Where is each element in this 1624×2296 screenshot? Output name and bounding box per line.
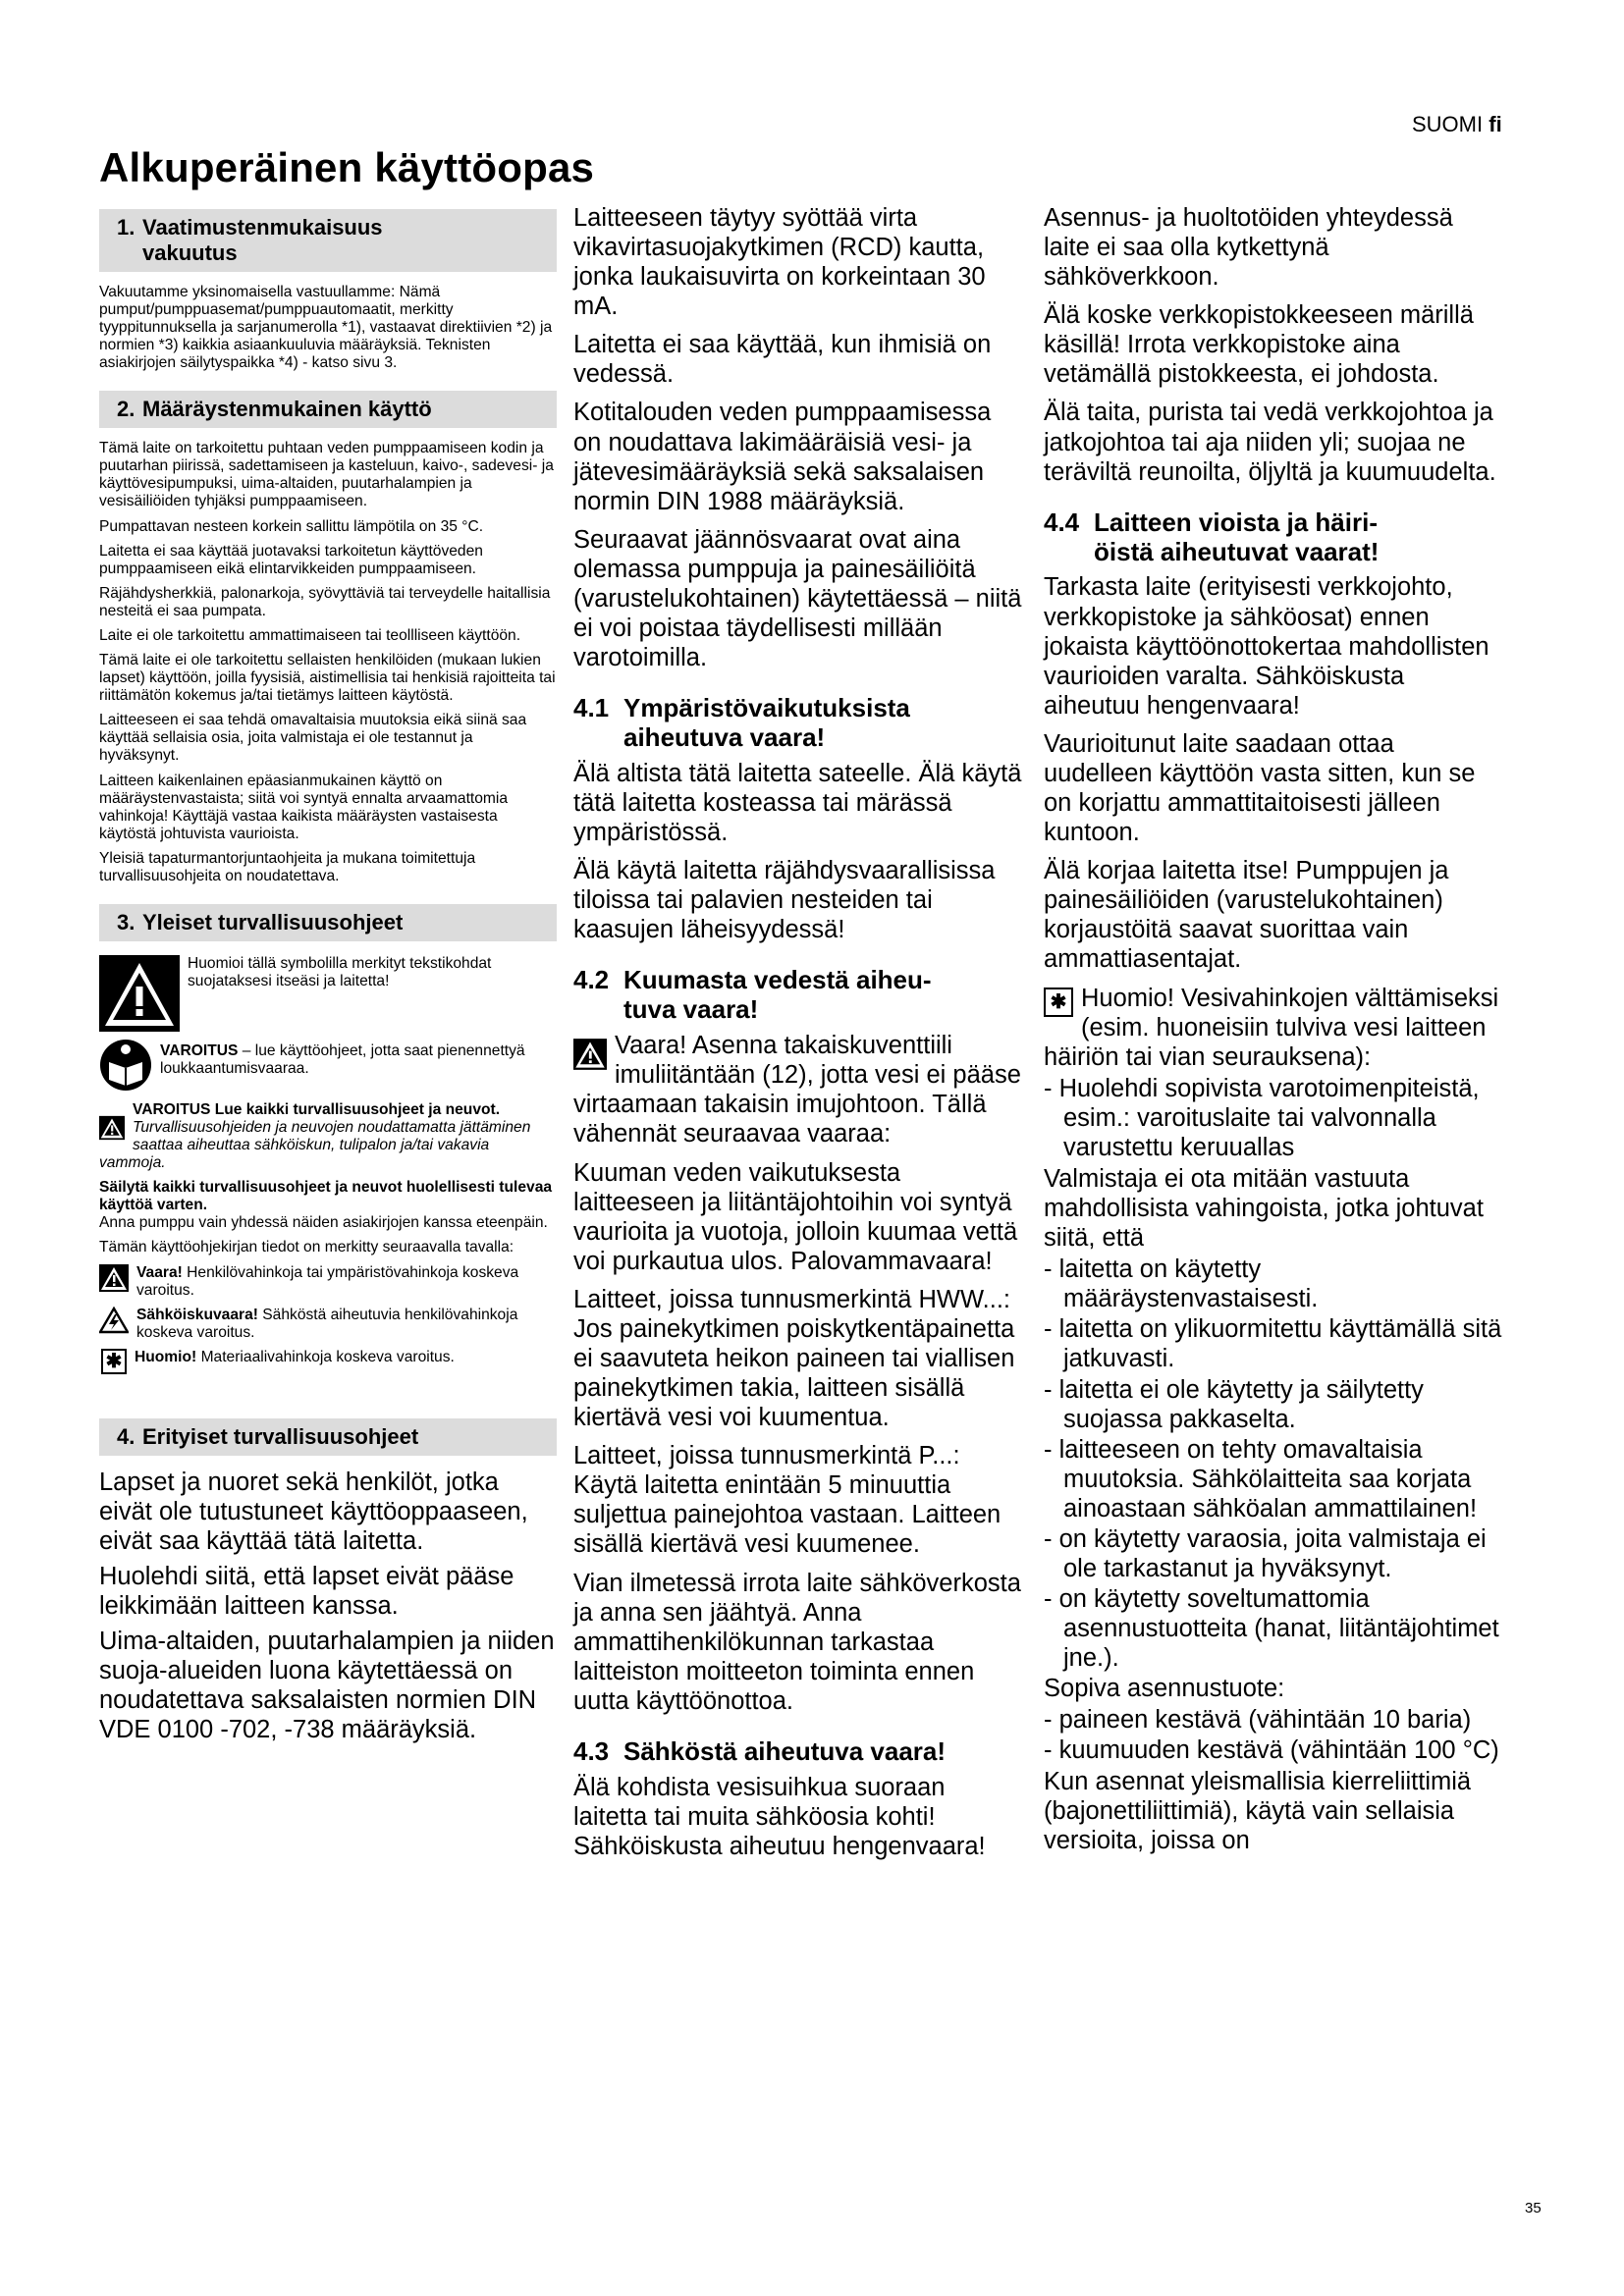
text-para: Valmistaja ei ota mitään vastuuta mahdollisista vahingoista, jotka johtuvat siitä, että (1044, 1164, 1484, 1253)
text-para: Laitteet, joissa tunnusmerkintä HWW...: Jos painekytkimen poiskytkentäpainetta ei saavuteta heikon paineen tai viallisen painekytkimen takia, laitteen sisällä kiertävä vesi voi kuumentua. (573, 1285, 1015, 1432)
text-para: Sopiva asennustuote: (1044, 1675, 1285, 1703)
list-item: - laitetta on ylikuormitettu käyttämällä sitä jatkuvasti. (1044, 1315, 1502, 1373)
section-4-1-heading: 4.1 Ympäristövaikutuksista aiheutuva vaara! (573, 693, 910, 753)
water-damage-note: ✱ Huomio! Vesivahinkojen välttämiseksi (esim. huoneisiin tulviva vesi laitteen häiriön tai vian seurauksena): (1044, 984, 1499, 1071)
section-2-para: Laite ei ole tarkoitettu ammattimaiseen tai teollliseen käyttöön. (99, 626, 521, 644)
list-item: - kuumuuden kestävä (vähintään 100 °C) (1044, 1736, 1499, 1765)
text-para: Kun asennat yleismallisia kierreliittimiä (bajonettiliittimiä), käytä vain sellaisia versioita, joissa on (1044, 1767, 1472, 1854)
section-2-heading: 2. Määräystenmukainen käyttö (99, 391, 557, 428)
section-4-heading: 4. Erityiset turvallisuusohjeet (99, 1418, 557, 1456)
section-4-para: Lapset ja nuoret sekä henkilöt, jotka eivät ole tutustuneet käyttöoppaaseen, eivät saa käyttää tätä laitetta. (99, 1468, 528, 1555)
section-4-para: Huolehdi siitä, että lapset eivät pääse leikkimään laitteen kanssa. (99, 1563, 514, 1621)
column-2 (573, 203, 1023, 1870)
section-2-para: Laitteen kaikenlainen epäasianmukainen käyttö on määräystenvastaista; siitä voi syntyä ennalta arvaamattomia vahinkoja! Käyttäjä vastaa kaikista määräysten vastaisesta käytöstä johtuvista vaurioista. (99, 772, 509, 842)
list-item: - on käytetty varaosia, joita valmistaja ei ole tarkastanut ja hyväksynyt. (1044, 1524, 1487, 1582)
read-all-warning: VAROITUS Lue kaikki turvallisuusohjeet ja neuvot. Turvallisuusohjeiden ja neuvojen noudattamatta jättäminen saattaa aiheuttaa sähköiskun, tulipalon ja/tai vakavia vammoja. (99, 1100, 531, 1172)
legend-danger: Vaara! Henkilövahinkoja tai ympäristövahinkoja koskeva varoitus. (99, 1264, 557, 1300)
text-para: Seuraavat jäännösvaarat ovat aina olemassa pumppuja ja painesäiliöitä (varustelukohtainen) käytettäessä – niitä ei voi poistaa täydellisesti millään varotoimilla. (573, 525, 1022, 672)
section-2-para: Pumpattavan nesteen korkein sallittu lämpötila on 35 °C. (99, 517, 484, 535)
text-para: Älä taita, purista tai vedä verkkojohtoa ja jatkojohtoa tai aja niiden yli; suojaa ne teräviltä reunoilta, öljyltä ja kuumuudelta. (1044, 399, 1496, 486)
page-title: Alkuperäinen käyttöopas (99, 144, 595, 190)
section-2-para: Laitetta ei saa käyttää juotavaksi tarkoitetun käyttöveden pumppaamiseen eikä elintarvikkeiden pumppaamiseen. (99, 542, 483, 577)
section-1-heading: 1. Vaatimustenmukaisuus vakuutus (99, 209, 557, 272)
text-para: Vian ilmetessä irrota laite sähköverkosta ja anna sen jäähtyä. Anna ammattihenkilökunnan tarkastaa laitteiston moitteeton toiminta ennen uutta käyttöönottoa. (573, 1569, 1021, 1715)
danger-icon (99, 1264, 129, 1292)
text-para: Tarkasta laite (erityisesti verkkojohto, verkkopistoke ja sähköosat) ennen jokaista käyttöönottokertaa mahdollisten vaurioiden varalta. Sähköiskusta aiheutuu hengenvaara! (1044, 573, 1489, 720)
symbol-intro: Huomioi tällä symbolilla merkityt tekstikohdat suojataksesi itseäsi ja laitetta! (99, 955, 557, 1032)
legend-electric: Sähköiskuvaara! Sähköstä aiheutuvia henkilövahinkoja koskeva varoitus. (99, 1307, 557, 1342)
page-number: 35 (1525, 2200, 1542, 2216)
text-para: Laitteet, joissa tunnusmerkintä P...: Käytä laitetta enintään 5 minuuttia suljettua painejohtoa vastaan. Laitteen sisällä kiertävä vesi kuumenee. (573, 1442, 1001, 1559)
text-para: Laitetta ei saa käyttää, kun ihmisiä on vedessä. (573, 331, 992, 389)
list-item: - on käytetty soveltumattomia asennustuotteita (hanat, liitäntäjohtimet jne.). (1044, 1585, 1499, 1673)
language-label: SUOMI fi (1412, 112, 1502, 136)
list-item: - Huolehdi sopivista varotoimenpiteistä, esim.: varoituslaite tai valvonnalla varustettu keruuallas (1044, 1074, 1480, 1161)
attention-icon: ✱ (101, 1349, 127, 1374)
warning-triangle-icon (99, 955, 180, 1032)
section-4-para: Uima-altaiden, puutarhalampien ja niiden suoja-alueiden luona käytettäessä on noudatettava saksalaisten normien DIN VDE 0100 -702, -738 määräyksiä. (99, 1628, 555, 1744)
section-2-para: Tämä laite on tarkoitettu puhtaan veden pumppaamiseen kodin ja puutarhan piirissä, sadettamiseen ja kasteluun, kaivo-, sadevesi- ja käyttövesipumpuksi, uima-altaiden, puutarhalampien ja vesisäiliöiden tyhjäksi pumppaamiseen. (99, 440, 554, 510)
section-4-2-heading: 4.2 Kuumasta vedestä aiheu- tuva vaara! (573, 965, 932, 1025)
section-1-text: Vakuutamme yksinomaisella vastuullamme: Nämä pumput/pumppuasemat/pumppuautomaatit, merkitty tyyppitunnuksella ja sarjanumerolla *1), vastaavat direktiivien *2) ja normien *3) kaikkia asiaankuuluvia määräyksiä. Teknisten asiakirjojen säilytyspaikka *4) - katso sivu 3. (99, 283, 553, 372)
text-para: Kotitalouden veden pumppaamisessa on noudattava lakimääräisiä vesi- ja jätevesimääräyksiä sekä saksalaisen normin DIN 1988 määräyksiä. (573, 399, 992, 515)
text-para: Älä altista tätä laitetta sateelle. Älä käytä tätä laitetta kosteassa tai märässä ympäristössä. (573, 759, 1022, 847)
warning-triangle-icon (99, 1115, 125, 1141)
section-2-para: Tämä laite ei ole tarkoitettu sellaisten henkilöiden (mukaan lukien lapset) käyttöön, joilla fyysisiä, aistimellisia tai henkisiä rajoitteita tai riittämätön kokemus ja/tai tietämys laitteen käytöstä. (99, 652, 556, 705)
section-2-para: Räjähdysherkkiä, palonarkoja, syövyttäviä tai terveydelle haitallisia nesteitä ei saa pumpata. (99, 584, 551, 619)
legend-attention: ✱ Huomio! Materiaalivahinkoja koskeva varoitus. (99, 1349, 557, 1374)
column-1 (99, 209, 557, 1751)
text-para: Älä korjaa laitetta itse! Pumppujen ja painesäiliöiden (varustelukohtainen) korjaustöitä saavat suorittaa vain ammattiasentajat. (1044, 857, 1449, 974)
list-item: - laitetta ei ole käytetty ja säilytetty suojassa pakkaselta. (1044, 1375, 1424, 1433)
text-para: Älä kohdista vesisuihkua suoraan laitetta tai muita sähköosia kohti! Sähköiskusta aiheutuu hengenvaara! (573, 1773, 986, 1860)
section-3-heading: 3. Yleiset turvallisuusohjeet (99, 904, 557, 941)
section-2-para: Yleisiä tapaturmantorjuntaohjeita ja mukana toimitettuja turvallisuusohjeita on noudatettava. (99, 849, 476, 884)
section-4-4-heading: 4.4 Laitteen vioista ja häiri- öistä aiheutuvat vaarat! (1044, 507, 1380, 566)
list-item: - laitteeseen on tehty omavaltaisia muutoksia. Sähkölaitteita saa korjata ainoastaan sähköalan ammattilainen! (1044, 1435, 1478, 1522)
attention-icon: ✱ (1044, 988, 1073, 1017)
electric-shock-icon (99, 1307, 129, 1334)
list-item: - laitetta on käytetty määräystenvastaisesti. (1044, 1255, 1319, 1313)
text-para: Älä koske verkkopistokkeeseen märillä käsillä! Irrota verkkopistoke aina vetämällä pistokkeesta, ei johdosta. (1044, 301, 1474, 389)
section-4-3-heading: 4.3 Sähköstä aiheutuva vaara! (573, 1735, 947, 1766)
text-para: Laitteeseen täytyy syöttää virta vikavirtasuojakytkimen (RCD) kautta, jonka laukaisuvirta on korkeintaan 30 mA. (573, 204, 986, 321)
section-2-para: Laitteeseen ei saa tehdä omavaltaisia muutoksia eikä siinä saa käyttää sellaisia osia, joita valmistaja ei ole testannut ja hyväksynyt. (99, 712, 527, 765)
list-item: - paineen kestävä (vähintään 10 baria) (1044, 1706, 1472, 1735)
column-3 (1044, 203, 1505, 1864)
text-para: Kuuman veden vaikutuksesta laitteeseen ja liitäntäjohtoihin voi syntyä vaurioita ja vuotoja, jolloin kuumaa vettä voi purkautua ulos. Palovammavaara! (573, 1158, 1018, 1275)
keep-instructions: Säilytä kaikki turvallisuusohjeet ja neuvot huolellisesti tulevaa käyttöä varten. Anna pumppu vain yhdessä näiden asiakirjojen kanssa eteenpäin. (99, 1179, 553, 1232)
read-manual-row: VAROITUS – lue käyttöohjeet, jotta saat pienennettyä loukkaantumisvaaraa. (99, 1039, 557, 1092)
text-para: Asennus- ja huoltotöiden yhteydessä laite ei saa olla kytkettynä sähköverkkoon. (1044, 204, 1453, 292)
read-manual-icon (99, 1039, 152, 1092)
text-para: Älä käytä laitetta räjähdysvaarallisissa tiloissa tai palavien nesteiden tai kaasujen läheisyydessä! (573, 857, 996, 944)
text-para: Vaurioitunut laite saadaan ottaa uudelleen käyttöön vasta sitten, kun se on korjattu ammattitaitoisesti jälleen kuntoon. (1044, 729, 1476, 847)
marking-intro: Tämän käyttöohjekirjan tiedot on merkitty seuraavalla tavalla: (99, 1239, 514, 1256)
danger-icon (573, 1039, 607, 1070)
hot-water-warning: Vaara! Asenna takaiskuventtiili imuliitäntään (12), jotta vesi ei pääse virtaamaan takaisin imujohtoon. Tällä vähennät seuraavaa vaaraa: (573, 1032, 1021, 1148)
